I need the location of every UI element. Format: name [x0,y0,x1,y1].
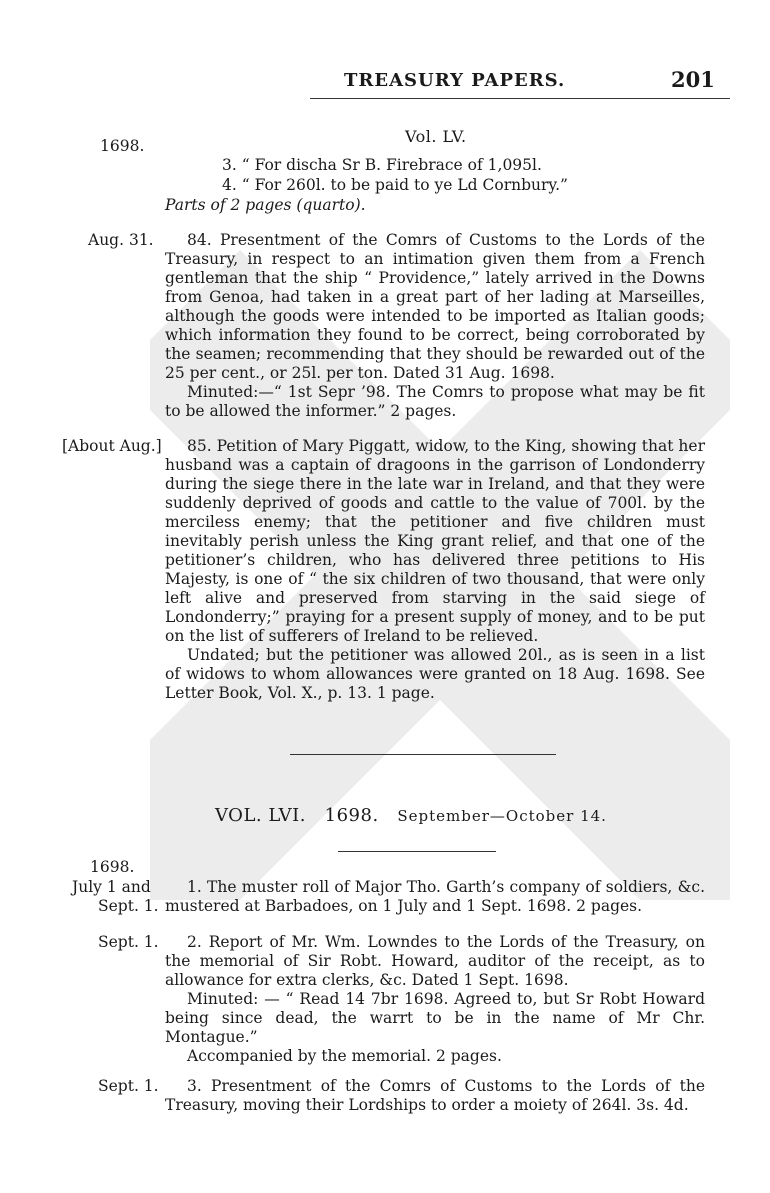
section-separator [290,754,556,755]
year-margin-lvi: 1698. [90,858,135,876]
running-title: TREASURY PAPERS. [344,70,566,91]
page-number: 201 [671,67,715,92]
volume-lvi-range: September—October 14. [397,807,607,825]
volume-lvi-year: 1698. [324,805,379,826]
entry-2-minute: Minuted: — “ Read 14 7br 1698. Agreed to, but Sr Robt Howard being since dead, the warrt to be in the name of Mr Chr. Montague.” [165,990,705,1046]
item-line-4: 4. “ For 260l. to be paid to ye Ld Cornbury.” [222,176,568,194]
entry-1-date-line2: Sept. 1. [98,897,159,915]
entry-3-text: 3. Presentment of the Comrs of Customs to the Lords of the Treasury, moving their Lordships to order a moiety of 264l. 3s. 4d. [165,1077,705,1114]
entry-84-text: 84. Presentment of the Comrs of Customs to the Lords of the Treasury, in respect to an intimation given them from a French gentleman that the ship “ Providence,” lately arrived in the Downs from Genoa, had taken in a great part of her lading at Marseilles, although the goods were intended to be imported as Italian goods; which information they found to be correct, being corroborated by the seamen; recommending that they should be rewarded out of the 25 per cent., or 25l. per ton. Dated 31 Aug. 1698. [165,231,705,382]
volume-lvi-heading [215,805,607,826]
volume-lvi-label: VOL. LVI. [215,805,306,826]
entry-2-date: Sept. 1. [98,933,159,951]
entry-3-date: Sept. 1. [98,1077,159,1095]
entry-2-accompanied: Accompanied by the memorial. 2 pages. [187,1047,502,1065]
entry-84-date: Aug. 31. [88,231,154,249]
item-line-3: 3. “ For discha Sr B. Firebrace of 1,095l. [222,156,542,174]
entry-85-note: Undated; but the petitioner was allowed 20l., as is seen in a list of widows to whom allowances were granted on 18 Aug. 1698. See Letter Book, Vol. X., p. 13. 1 page. [165,646,705,702]
item-parts-note: Parts of 2 pages (quarto). [165,196,366,214]
entry-85-text: 85. Petition of Mary Piggatt, widow, to the King, showing that her husband was a captain of dragoons in the garrison of Londonderry during the siege there in the late war in Ireland, and that they were suddenly deprived of goods and cattle to the value of 700l. by the merciless enemy; that the petitioner and five children must inevitably perish unless the King grant relief, and that one of the petitioner’s children, who has delivered three petitions to His Majesty, is one of “ the six children of two thousand, that were only left alive and preserved from starving in the said siege of Londonderry;” praying for a present supply of money, and to be put on the list of sufferers of Ireland to be relieved. [165,437,705,645]
entry-1-text: 1. The muster roll of Major Tho. Garth’s company of soldiers, &c. mustered at Barbadoes, on 1 July and 1 Sept. 1698. 2 pages. [165,878,705,915]
entry-2-text: 2. Report of Mr. Wm. Lowndes to the Lords of the Treasury, on the memorial of Sir Robt. Howard, auditor of the receipt, as to allowance for extra clerks, &c. Dated 1 Sept. 1698. [165,933,705,989]
heading-underline [338,851,496,852]
volume-heading: Vol. LV. [405,127,467,146]
entry-1-date-line1: July 1 and [72,878,151,896]
header-rule [310,98,730,99]
entry-85-date: [About Aug.] [62,437,162,455]
entry-84-minute: Minuted:—“ 1st Sepr ’98. The Comrs to propose what may be fit to be allowed the informer.” 2 pages. [165,383,705,420]
year-margin: 1698. [100,137,145,155]
